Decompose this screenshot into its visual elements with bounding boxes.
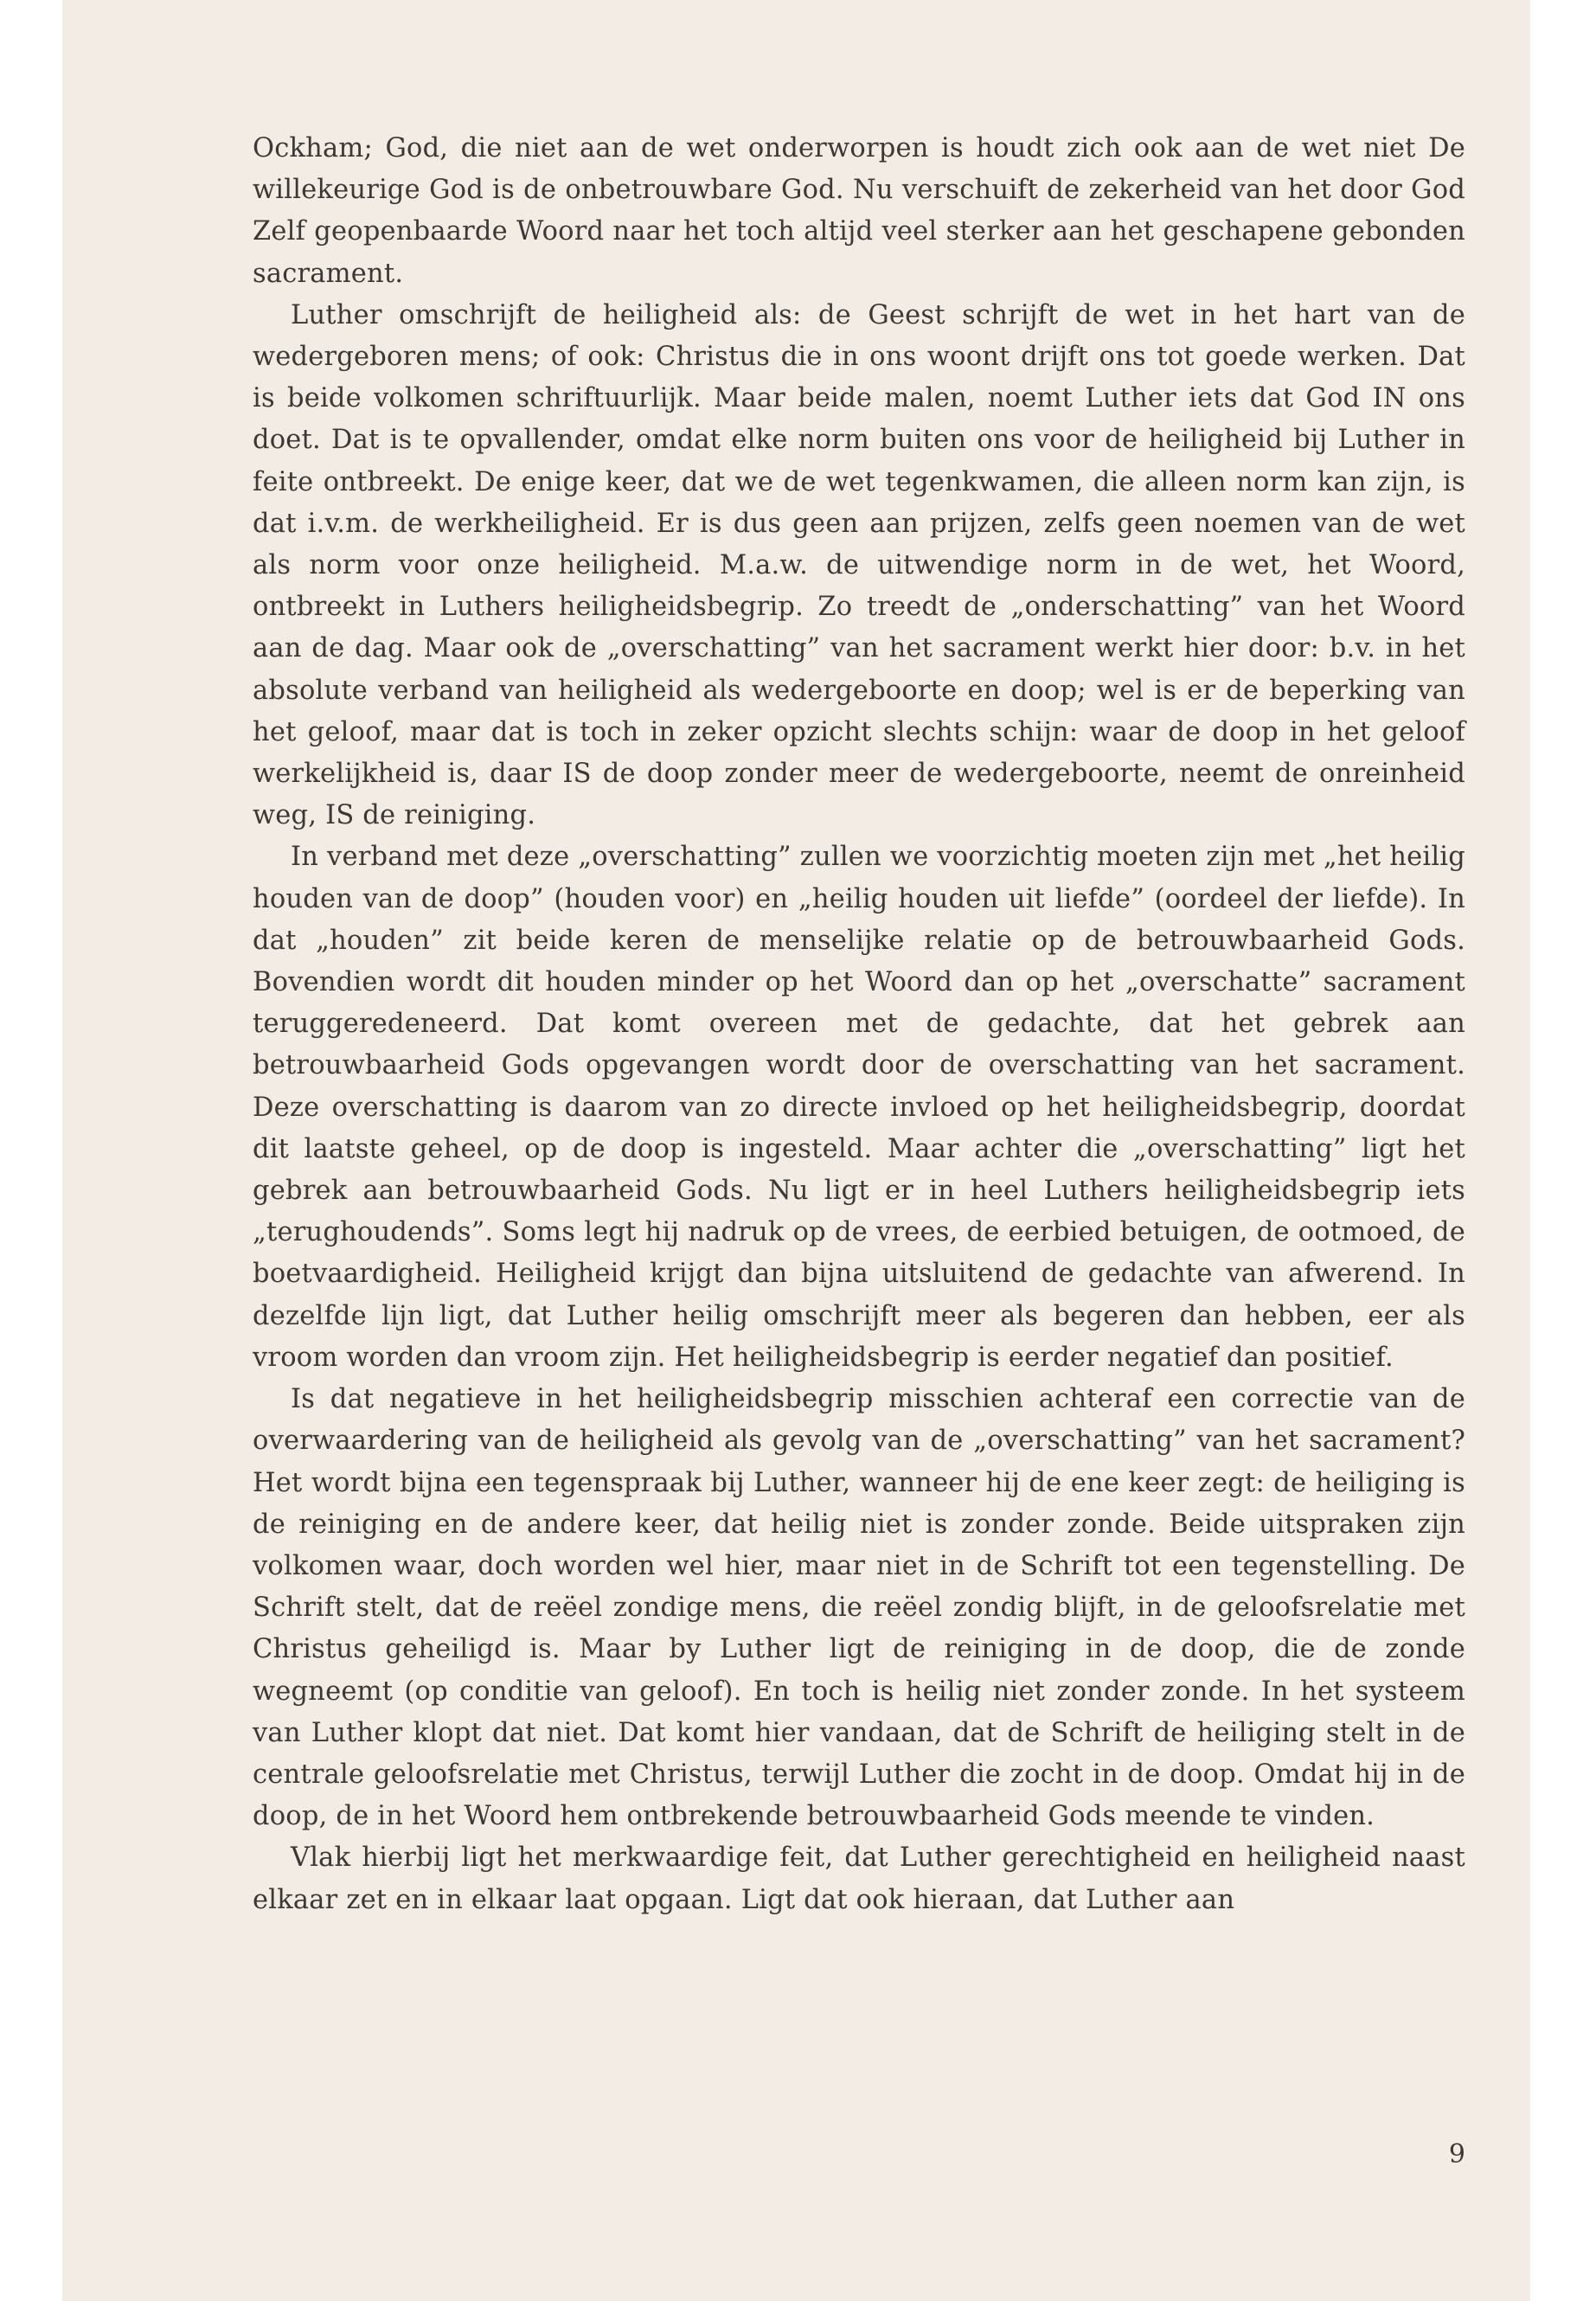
body-text bbox=[253, 128, 1465, 1921]
page-number: 9 bbox=[1448, 2139, 1465, 2170]
paragraph-3: In verband met deze „overschatting” zullen we voorzichtig moeten zijn met „het heilig houden van de doop” (houden voor) en „heilig houden uit liefde” (oordeel der liefde). In dat „houden” zit beide keren de menselijke relatie op de betrouwbaarheid Gods. Bovendien wordt dit houden minder op het Woord dan op het „overschatte” sacrament teruggeredeneerd. Dat komt overeen met de gedachte, dat het gebrek aan betrouwbaarheid Gods opgevangen wordt door de overschatting van het sacrament. Deze overschatting is daarom van zo directe invloed op het heiligheidsbegrip, doordat dit laatste geheel, op de doop is ingesteld. Maar achter die „overschatting” ligt het gebrek aan betrouwbaarheid Gods. Nu ligt er in heel Luthers heiligheidsbegrip iets „terughoudends”. Soms legt hij nadruk op de vrees, de eerbied betuigen, de ootmoed, de boetvaardigheid. Heiligheid krijgt dan bijna uitsluitend de gedachte van afwerend. In dezelfde lijn ligt, dat Luther heilig omschrijft meer als begeren dan hebben, eer als vroom worden dan vroom zijn. Het heiligheidsbegrip is eerder negatief dan positief. bbox=[253, 842, 1465, 1373]
paragraph-5: Vlak hierbij ligt het merkwaardige feit, dat Luther gerechtigheid en heiligheid naast elkaar zet en in elkaar laat opgaan. Ligt dat ook hieraan, dat Luther aan bbox=[253, 1843, 1465, 1915]
paragraph-4: Is dat negatieve in het heiligheidsbegrip misschien achteraf een correctie van de overwaardering van de heiligheid als gevolg van de „overschatting” van het sacrament? Het wordt bijna een tegenspraak bij Luther, wanneer hij de ene keer zegt: de heiliging is de reiniging en de andere keer, dat heilig niet is zonder zonde. Beide uitspraken zijn volkomen waar, doch worden wel hier, maar niet in de Schrift tot een tegenstelling. De Schrift stelt, dat de reëel zondige mens, die reëel zondig blijft, in de geloofsrelatie met Christus geheiligd is. Maar by Luther ligt de reiniging in de doop, die de zonde wegneemt (op conditie van geloof). En toch is heilig niet zonder zonde. In het systeem van Luther klopt dat niet. Dat komt hier vandaan, dat de Schrift de heiliging stelt in de centrale geloofsrelatie met Christus, terwijl Luther die zocht in de doop. Omdat hij in de doop, de in het Woord hem ontbrekende betrouwbaarheid Gods meende te vinden. bbox=[253, 1384, 1465, 1832]
book-page bbox=[62, 0, 1530, 2301]
paragraph-2: Luther omschrijft de heiligheid als: de Geest schrijft de wet in het hart van de wedergeboren mens; of ook: Christus die in ons woont drijft ons tot goede werken. Dat is beide volkomen schriftuurlijk. Maar beide malen, noemt Luther iets dat God IN ons doet. Dat is te opvallender, omdat elke norm buiten ons voor de heiligheid bij Luther in feite ontbreekt. De enige keer, dat we de wet tegenkwamen, die alleen norm kan zijn, is dat i.v.m. de werkheiligheid. Er is dus geen aan prijzen, zelfs geen noemen van de wet als norm voor onze heiligheid. M.a.w. de uitwendige norm in de wet, het Woord, ontbreekt in Luthers heiligheidsbegrip. Zo treedt de „onderschatting” van het Woord aan de dag. Maar ook de „overschatting” van het sacrament werkt hier door: b.v. in het absolute verband van heiligheid als wedergeboorte en doop; wel is er de beperking van het geloof, maar dat is toch in zeker opzicht slechts schijn: waar de doop in het geloof werkelijkheid is, daar IS de doop zonder meer de wedergeboorte, neemt de onreinheid weg, IS de reiniging. bbox=[253, 299, 1465, 831]
paragraph-1: Ockham; God, die niet aan de wet onderworpen is houdt zich ook aan de wet niet De willekeurige God is de onbetrouwbare God. Nu verschuift de zekerheid van het door God Zelf geopenbaarde Woord naar het toch altijd veel sterker aan het geschapene gebonden sacrament. bbox=[253, 133, 1465, 289]
